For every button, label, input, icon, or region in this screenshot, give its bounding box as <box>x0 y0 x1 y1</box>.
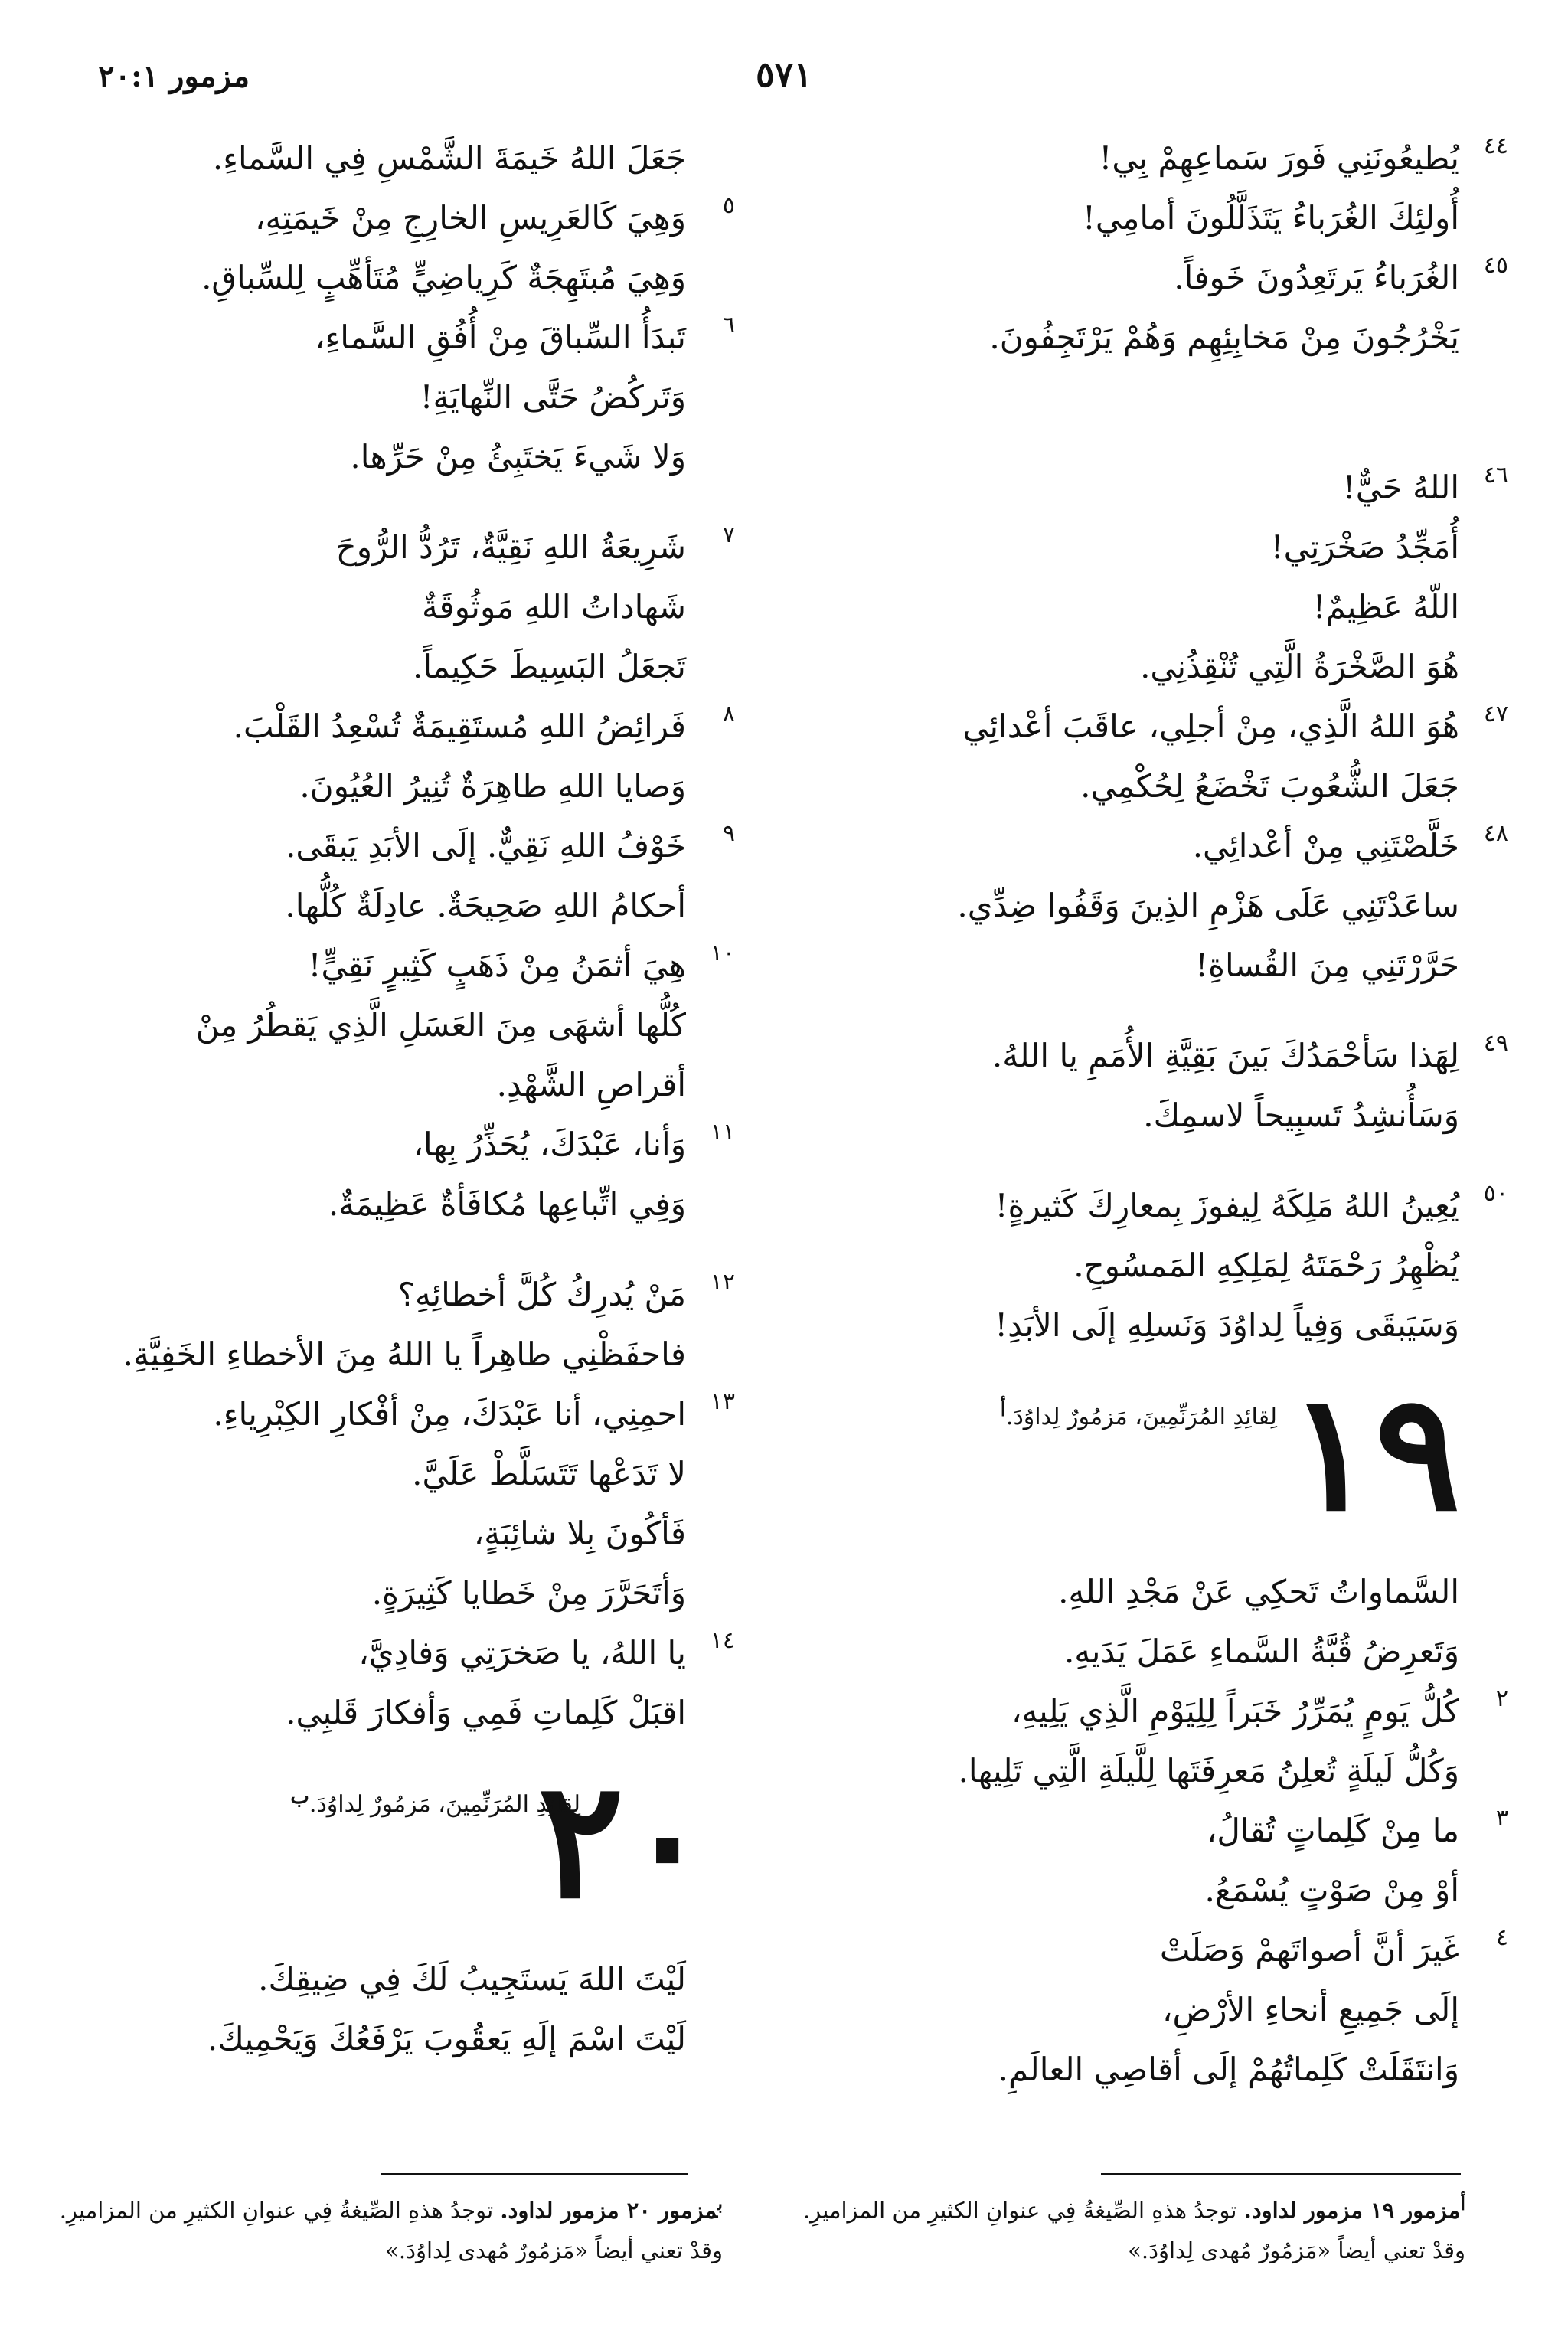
verse-line <box>60 1504 688 1564</box>
psalm-title-text: لِقائِدِ المُرَنِّمِينَ، مَزمُورٌ لِداوُدَ. <box>1005 1404 1277 1430</box>
stanza-gap <box>818 368 1461 427</box>
verse-text: وَتَركُضُ حَتَّى النِّهايَةِ! <box>420 378 686 416</box>
verse-text: يُطيعُونَنِي فَورَ سَماعِهِمْ بِي! <box>1099 139 1459 177</box>
verse-text: أقراصِ الشَّهْدِ. <box>496 1066 686 1103</box>
verse-line <box>818 2040 1461 2100</box>
verse-text: وَهِيَ كَالعَرِيسِ الخارِجِ مِنْ خَيمَتِهِ، <box>254 199 686 237</box>
verse-text: تَبدَأُ السِّباقَ مِنْ أُفُقِ السَّماءِ، <box>314 319 686 356</box>
verse-line <box>60 129 688 188</box>
verse-line <box>60 308 735 368</box>
verse-number: ٦ <box>722 312 735 338</box>
footnote-mark: ب <box>717 2192 723 2214</box>
footnote-heading: مزمور ٢٠ مزمور لداود. <box>500 2197 718 2224</box>
verse-text: فَأكُونَ بِلا شائِبَةٍ، <box>473 1515 686 1552</box>
verse-line <box>818 1861 1461 1920</box>
verse-line <box>818 1622 1461 1682</box>
verse-line <box>60 1950 688 2009</box>
verse-number: ٣ <box>1495 1805 1508 1832</box>
verse-text: شَرِيعَةُ اللهِ نَقِيَّةٌ، تَرُدُّ الرُّوحَ <box>335 528 686 566</box>
left-column <box>60 129 735 2069</box>
verse-text: ما مِنْ كَلِماتٍ تُقالُ، <box>1206 1812 1459 1849</box>
footnote-divider <box>1101 2173 1461 2175</box>
page-reference: مزمور ٢٠:١ <box>98 58 250 94</box>
verse-text: فَرائِضُ اللهِ مُستَقِيمَةٌ تُسْعِدُ القَلْبَ. <box>233 708 686 745</box>
verse-line <box>60 577 688 637</box>
verse-line <box>60 697 735 757</box>
verse-text: أُولئِكَ الغُرَباءُ يَتَذَلَّلُونَ أمامِي! <box>1082 199 1459 237</box>
verse-text: حَرَّرْتَنِي مِنَ القُساةِ! <box>1195 946 1459 984</box>
verse-text: جَعَلَ الشُّعُوبَ تَخْضَعُ لِحُكْمِي. <box>1080 767 1459 805</box>
verse-group <box>818 1562 1508 2100</box>
verse-line <box>818 1176 1508 1236</box>
verse-number: ٤٥ <box>1483 252 1508 279</box>
verse-line <box>60 637 688 697</box>
verse-line <box>818 1801 1508 1861</box>
verse-text: مَنْ يُدرِكُ كُلَّ أخطائِهِ؟ <box>397 1276 686 1313</box>
verse-line <box>818 188 1461 248</box>
verse-group <box>818 1026 1508 1146</box>
verse-text: وَكُلُّ لَيلَةٍ تُعلِنُ مَعرِفَتَها لِلَّيلَةِ الَّتِي تَلِيها. <box>958 1752 1459 1789</box>
verse-number: ٩ <box>722 820 735 847</box>
verse-line <box>818 936 1461 995</box>
verse-text: يُظْهِرُ رَحْمَتَهُ لِمَلِكِهِ المَمسُوحِ. <box>1073 1247 1459 1284</box>
verse-text: غَيرَ أنَّ أصواتَهمْ وَصَلَتْ <box>1159 1931 1459 1969</box>
verse-line <box>818 876 1461 936</box>
verse-number: ٧ <box>722 521 735 548</box>
verse-line <box>60 518 735 577</box>
verse-text: تَجعَلُ البَسِيطَ حَكِيماً. <box>413 648 686 685</box>
psalm-19-heading <box>818 1358 1461 1562</box>
verse-line <box>60 1055 688 1115</box>
footnote-text: توجدُ هذهِ الصِّيغةُ فِي عنوانِ الكثيرِ من المزاميرِ. وقدْ تعني أيضاً «مَزمُورٌ مُهدى لِداوُدَ.» <box>802 2197 1465 2263</box>
verse-text: إلَى جَمِيعِ أنحاءِ الأرْضِ، <box>1161 1991 1459 2028</box>
verse-text: لَيْتَ اللهَ يَستَجِيبُ لَكَ فِي ضِيقِكَ. <box>258 1960 686 1998</box>
verse-group <box>818 1176 1508 1355</box>
verse-line <box>818 816 1508 876</box>
verse-line <box>60 1444 688 1504</box>
verse-group <box>818 129 1508 368</box>
verse-text: خَوْفُ اللهِ نَقِيٌّ. إلَى الأبَدِ يَبقَى. <box>286 827 686 864</box>
verse-text: وَفِي اتِّباعِها مُكافَأةٌ عَظِيمَةٌ. <box>328 1185 686 1223</box>
stanza-gap <box>818 427 1461 458</box>
verse-text: اللهُ حَيٌّ! <box>1342 469 1459 506</box>
verse-text: هِيَ أثمَنُ مِنْ ذَهَبٍ كَثِيرٍ نَقِيٍّ! <box>308 946 686 984</box>
verse-text: يَخْرُجُونَ مِنْ مَخابِئِهِم وَهُمْ يَرْتَجِفُونَ. <box>989 319 1459 356</box>
verse-line <box>818 1296 1461 1355</box>
footnote-mark[interactable]: أ <box>1000 1398 1006 1421</box>
verse-text: جَعَلَ اللهُ خَيمَةَ الشَّمْسِ فِي السَّماءِ. <box>212 139 686 177</box>
verse-text: لِهَذا سَأحْمَدُكَ بَينَ بَقِيَّةِ الأُمَمِ يا اللهُ. <box>991 1037 1459 1074</box>
verse-line <box>60 876 688 936</box>
verse-text: لَيْتَ اسْمَ إلَهِ يَعقُوبَ يَرْفَعُكَ وَيَحْمِيكَ. <box>207 2020 686 2057</box>
verse-line <box>818 577 1461 637</box>
verse-number: ٤٩ <box>1483 1030 1508 1057</box>
verse-line <box>818 129 1508 188</box>
verse-line <box>818 1980 1461 2040</box>
verse-number: ٤ <box>1495 1924 1508 1951</box>
verse-line <box>60 368 688 427</box>
verse-text: وَصايا اللهِ طاهِرَةٌ تُنِيرُ العُيُونَ. <box>299 767 686 805</box>
verse-text: وَتَعرِضُ قُبَّةُ السَّماءِ عَمَلَ يَدَيهِ. <box>1063 1633 1459 1670</box>
verse-text: احمِنِي، أنا عَبْدَكَ، مِنْ أفْكارِ الكِبْرِياءِ. <box>213 1395 686 1433</box>
verse-text: اقبَلْ كَلِماتِ فَمِي وَأفكارَ قَلبِي. <box>286 1694 686 1731</box>
verse-text: كُلُّ يَومٍ يُمَرِّرُ خَبَراً لِلِيَوْمِ الَّذِي يَلِيهِ، <box>1011 1692 1459 1730</box>
footnote-heading: مزمور ١٩ مزمور لداود. <box>1243 2197 1461 2224</box>
verse-number: ١٣ <box>710 1388 735 1415</box>
verse-text: وَانتَقَلَتْ كَلِماتُهُمْ إلَى أقاصِي العالَمِ. <box>998 2051 1459 2088</box>
verse-line <box>818 308 1461 368</box>
verse-text: الغُرَباءُ يَرتَعِدُونَ خَوفاً. <box>1174 259 1459 296</box>
verse-text: ساعَدْتَنِي عَلَى هَزْمِ الذِينَ وَقَفُوا ضِدِّي. <box>957 887 1459 924</box>
footnote-mark: أ <box>1460 2192 1465 2214</box>
verse-text: وَهِيَ مُبتَهِجَةٌ كَرِياضِيٍّ مُتَأهِّبٍ لِلسِّباقِ. <box>201 259 686 296</box>
verse-line <box>60 1623 735 1683</box>
verse-line <box>60 2009 688 2069</box>
verse-line <box>60 757 688 816</box>
verse-text: وَسَأُنشِدُ تَسبِيحاً لاسمِكَ. <box>1143 1097 1459 1134</box>
psalm-title-text: لِقائِدِ المُرَنِّمِينَ، مَزمُورٌ لِداوُدَ. <box>309 1791 580 1818</box>
stanza-gap <box>818 1146 1461 1176</box>
verse-line <box>818 697 1508 757</box>
verse-text: اللّهُ عَظِيمٌ! <box>1312 588 1459 626</box>
verse-text: خَلَّصْتَنِي مِنْ أعْدائِي. <box>1192 827 1459 864</box>
verse-group <box>60 1265 735 1743</box>
verse-number: ٥ <box>722 192 735 219</box>
verse-number: ٤٤ <box>1483 132 1508 159</box>
verse-number: ١٠ <box>710 940 735 966</box>
stanza-gap <box>60 1234 688 1265</box>
verse-number: ٤٨ <box>1483 820 1508 847</box>
verse-group <box>60 518 735 1234</box>
verse-line <box>818 458 1508 518</box>
verse-line <box>60 936 735 995</box>
verse-line <box>818 1086 1461 1146</box>
psalm-title <box>1001 1398 1277 1430</box>
verse-line <box>60 1564 688 1623</box>
page-number: ٥٧١ <box>755 54 813 95</box>
verse-text: يُعِينُ اللهُ مَلِكَهُ لِيفوزَ بِمعارِكَ كَثيرةٍ! <box>995 1187 1459 1224</box>
stanza-gap <box>60 487 688 518</box>
verse-group <box>60 129 688 188</box>
verse-number: ٢ <box>1495 1685 1508 1712</box>
footnote-a <box>792 2184 1465 2270</box>
verse-line <box>60 188 735 248</box>
verse-line <box>60 1683 688 1743</box>
verse-line <box>818 1741 1461 1801</box>
verse-text: وَأنا، عَبْدَكَ، يُحَذِّرُ بِها، <box>413 1126 686 1163</box>
verse-line <box>818 518 1461 577</box>
verse-line <box>60 816 735 876</box>
verse-text: السَّماواتُ تَحكِي عَنْ مَجْدِ اللهِ. <box>1058 1573 1459 1610</box>
psalm-title <box>290 1786 580 1818</box>
verse-group <box>60 188 735 487</box>
stanza-gap <box>818 995 1461 1026</box>
verse-line <box>60 1115 735 1175</box>
verse-line <box>60 1325 688 1384</box>
verse-text: أوْ مِنْ صَوْتٍ يُسْمَعُ. <box>1204 1871 1459 1909</box>
psalm-number: ٢٠ <box>537 1745 710 1934</box>
verse-number: ٤٦ <box>1483 462 1508 489</box>
verse-line <box>60 1384 735 1444</box>
verse-line <box>818 1562 1461 1622</box>
footnote-divider <box>381 2173 688 2175</box>
verse-number: ١٢ <box>710 1269 735 1296</box>
footnote-text: توجدُ هذهِ الصِّيغةُ فِي عنوانِ الكثيرِ من المزاميرِ. وقدْ تعني أيضاً «مَزمُورٌ مُهدى لِداوُدَ.» <box>59 2197 723 2263</box>
verse-text: كُلُّها أشهَى مِنَ العَسَلِ الَّذِي يَقطُرُ مِنْ <box>195 1006 686 1044</box>
verse-text: هُوَ الصَّخْرَةُ الَّتِي تُنْقِذُنِي. <box>1140 648 1459 685</box>
verse-line <box>818 1682 1508 1741</box>
verse-line <box>60 427 688 487</box>
verse-line <box>60 995 688 1055</box>
verse-text: وَأتَحَرَّرَ مِنْ خَطايا كَثِيرَةٍ. <box>371 1574 686 1612</box>
verse-text: شَهاداتُ اللهِ مَوثُوقَةٌ <box>421 588 686 626</box>
verse-text: وَلا شَيءَ يَختَبِئُ مِنْ حَرِّها. <box>350 438 686 476</box>
verse-number: ١٤ <box>710 1627 735 1654</box>
verse-text: يا اللهُ، يا صَخرَتِي وَفادِيَّ، <box>358 1634 686 1672</box>
verse-text: هُوَ اللهُ الَّذِي، مِنْ أجلِي، عاقَبَ أعْدائِي <box>962 708 1459 745</box>
verse-line <box>818 1920 1508 1980</box>
verse-line <box>818 757 1461 816</box>
verse-number: ٨ <box>722 701 735 727</box>
footnote-b <box>49 2184 723 2270</box>
verse-text: وَسَيَبقَى وَفِياً لِداوُدَ وَنَسلِهِ إلَى الأبَدِ! <box>995 1306 1459 1344</box>
verse-number: ٤٧ <box>1483 701 1508 727</box>
verse-line <box>818 637 1461 697</box>
psalm-number: ١٩ <box>1288 1358 1461 1547</box>
verse-line <box>818 248 1508 308</box>
verse-text: لا تَدَعْها تَتَسَلَّطْ عَلَيَّ. <box>412 1455 686 1492</box>
verse-text: أُمَجِّدُ صَخْرَتِي! <box>1270 528 1459 566</box>
verse-text: فاحفَظْنِي طاهِراً يا اللهُ مِنَ الأخطاءِ الخَفِيَّةِ. <box>122 1335 686 1373</box>
psalm-20-heading <box>60 1745 710 1950</box>
verse-line <box>60 1175 688 1234</box>
verse-group <box>60 1950 688 2069</box>
footnote-mark[interactable]: ب <box>290 1786 309 1809</box>
right-column <box>818 129 1508 2100</box>
verse-text: أحكامُ اللهِ صَحِيحَةٌ. عادِلَةٌ كُلُّها. <box>285 887 686 924</box>
verse-line <box>60 248 688 308</box>
verse-line <box>60 1265 735 1325</box>
verse-line <box>818 1026 1508 1086</box>
verse-number: ١١ <box>710 1119 735 1146</box>
verse-line <box>818 1236 1461 1296</box>
verse-group <box>818 458 1508 995</box>
verse-number: ٥٠ <box>1483 1180 1508 1207</box>
